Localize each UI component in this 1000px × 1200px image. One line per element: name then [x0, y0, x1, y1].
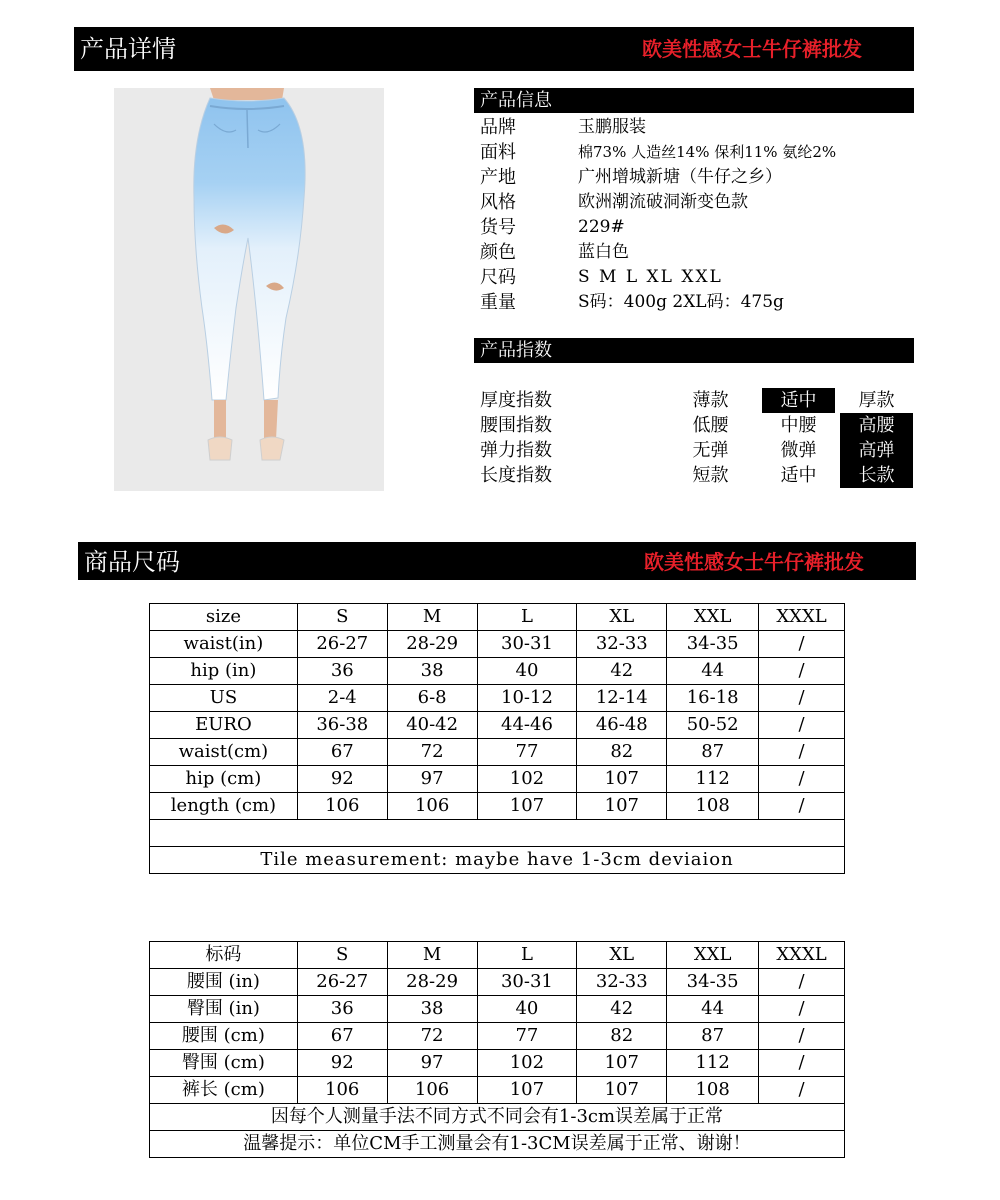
table-cell: 46-48	[577, 712, 667, 739]
table-row	[150, 739, 845, 766]
table-blank-row	[150, 820, 845, 847]
table-cell: M	[387, 942, 477, 969]
table-cell: XL	[577, 942, 667, 969]
table-cell: 28-29	[387, 969, 477, 996]
table-cell: 108	[667, 793, 759, 820]
table-cell: 腰围 (cm)	[150, 1023, 298, 1050]
section-header-product-details	[74, 27, 914, 71]
table-cell: 97	[387, 1050, 477, 1077]
info-row-weight	[480, 290, 836, 315]
table-header-row	[150, 604, 845, 631]
table-row	[150, 631, 845, 658]
index-option: 适中	[762, 388, 835, 413]
info-value: 蓝白色	[578, 242, 629, 262]
info-row-fabric	[480, 140, 836, 165]
table-cell: 77	[477, 739, 577, 766]
table-cell: 34-35	[667, 631, 759, 658]
size-table-cn	[149, 941, 845, 1158]
table-cell: 107	[577, 1050, 667, 1077]
table-cell: 40	[477, 658, 577, 685]
table-footer-row	[150, 1131, 845, 1158]
info-row-color	[480, 240, 836, 265]
table-cell: /	[759, 1077, 845, 1104]
table-cell: 42	[577, 658, 667, 685]
info-row-brand	[480, 115, 836, 140]
section-slogan: 欧美性感女士牛仔裤批发	[644, 550, 864, 574]
table-cell: 112	[667, 1050, 759, 1077]
table-row	[150, 1077, 845, 1104]
table-cell: /	[759, 996, 845, 1023]
table-row	[150, 996, 845, 1023]
index-option: 适中	[780, 465, 817, 486]
table-cell	[150, 820, 845, 847]
table-cell: /	[759, 793, 845, 820]
section-title: 商品尺码	[84, 548, 180, 576]
product-index-header: 产品指数	[474, 338, 914, 363]
table-footnote: Tile measurement: maybe have 1-3cm deviaion	[150, 847, 845, 874]
table-cell: XXXL	[759, 942, 845, 969]
table-cell: 106	[387, 1077, 477, 1104]
table-cell: 106	[297, 1077, 387, 1104]
table-cell: 107	[477, 793, 577, 820]
table-cell: 40	[477, 996, 577, 1023]
table-cell: 26-27	[297, 631, 387, 658]
table-cell: waist(cm)	[150, 739, 298, 766]
table-cell: 34-35	[667, 969, 759, 996]
table-cell: 107	[477, 1077, 577, 1104]
table-cell: 30-31	[477, 969, 577, 996]
table-cell: 72	[387, 739, 477, 766]
table-cell: 6-8	[387, 685, 477, 712]
table-row	[150, 658, 845, 685]
table-cell: size	[150, 604, 298, 631]
section-title: 产品详情	[80, 35, 176, 63]
table-cell: S	[297, 942, 387, 969]
index-option: 高腰	[840, 413, 913, 438]
table-cell: L	[477, 942, 577, 969]
table-cell: 82	[577, 739, 667, 766]
table-cell: 臀围 (in)	[150, 996, 298, 1023]
index-label: 腰围指数	[480, 415, 552, 436]
table-footer-row	[150, 847, 845, 874]
table-row	[150, 1023, 845, 1050]
info-key: 产地	[480, 167, 516, 188]
table-cell: /	[759, 739, 845, 766]
table-cell: /	[759, 685, 845, 712]
table-row	[150, 712, 845, 739]
table-cell: 36-38	[297, 712, 387, 739]
table-cell: /	[759, 766, 845, 793]
table-cell: 腰围 (in)	[150, 969, 298, 996]
info-key: 重量	[480, 292, 516, 313]
info-key: 尺码	[480, 267, 516, 288]
table-cell: 92	[297, 1050, 387, 1077]
table-cell: 裤长 (cm)	[150, 1077, 298, 1104]
table-cell: /	[759, 712, 845, 739]
info-value: S码：400g 2XL码：475g	[578, 292, 784, 312]
info-key: 货号	[480, 217, 516, 238]
table-row	[150, 1050, 845, 1077]
info-value: 棉73% 人造丝14% 保利11% 氨纶2%	[578, 143, 837, 161]
table-cell: /	[759, 631, 845, 658]
table-cell: 2-4	[297, 685, 387, 712]
table-cell: 32-33	[577, 969, 667, 996]
info-row-sku	[480, 215, 836, 240]
index-option: 薄款	[692, 390, 729, 411]
size-table-en	[149, 603, 845, 874]
table-cell: /	[759, 1050, 845, 1077]
table-cell: length (cm)	[150, 793, 298, 820]
table-row	[150, 793, 845, 820]
table-cell: 97	[387, 766, 477, 793]
table-cell: 12-14	[577, 685, 667, 712]
table-cell: 87	[667, 1023, 759, 1050]
table-cell: 106	[387, 793, 477, 820]
info-row-sizes	[480, 265, 836, 290]
table-cell: XXL	[667, 942, 759, 969]
table-cell: 44	[667, 658, 759, 685]
info-key: 风格	[480, 192, 516, 213]
table-footnote: 温馨提示：单位CM手工测量会有1-3CM误差属于正常、谢谢！	[150, 1131, 845, 1158]
table-cell: /	[759, 1023, 845, 1050]
table-footer-row	[150, 1104, 845, 1131]
index-option: 长款	[840, 463, 913, 488]
table-row	[150, 685, 845, 712]
product-photo	[114, 88, 384, 491]
index-option: 微弹	[780, 440, 817, 461]
product-index-grid	[480, 388, 920, 488]
table-cell: 106	[297, 793, 387, 820]
table-cell: 107	[577, 1077, 667, 1104]
table-cell: 28-29	[387, 631, 477, 658]
index-row	[480, 438, 920, 463]
table-cell: 32-33	[577, 631, 667, 658]
info-key: 颜色	[480, 242, 516, 263]
table-cell: 16-18	[667, 685, 759, 712]
table-cell: 44-46	[477, 712, 577, 739]
index-label: 厚度指数	[480, 390, 552, 411]
table-cell: S	[297, 604, 387, 631]
index-option: 高弹	[840, 438, 913, 463]
index-option: 无弹	[692, 440, 729, 461]
info-row-style	[480, 190, 836, 215]
table-cell: L	[477, 604, 577, 631]
info-row-origin	[480, 165, 836, 190]
table-cell: 112	[667, 766, 759, 793]
table-cell: waist(in)	[150, 631, 298, 658]
table-cell: 26-27	[297, 969, 387, 996]
product-info-list	[480, 115, 836, 315]
info-key: 面料	[480, 142, 516, 163]
index-option: 短款	[692, 465, 729, 486]
table-cell: US	[150, 685, 298, 712]
index-option: 中腰	[780, 415, 817, 436]
table-row	[150, 969, 845, 996]
table-cell: 107	[577, 766, 667, 793]
table-cell: XXXL	[759, 604, 845, 631]
section-header-size-chart	[78, 542, 916, 580]
table-row	[150, 766, 845, 793]
table-cell: 10-12	[477, 685, 577, 712]
table-cell: 92	[297, 766, 387, 793]
table-cell: 36	[297, 996, 387, 1023]
table-cell: XL	[577, 604, 667, 631]
index-label: 弹力指数	[480, 440, 552, 461]
table-cell: 40-42	[387, 712, 477, 739]
index-label: 长度指数	[480, 465, 552, 486]
table-cell: /	[759, 969, 845, 996]
table-footnote: 因每个人测量手法不同方式不同会有1-3cm误差属于正常	[150, 1104, 845, 1131]
table-cell: hip (in)	[150, 658, 298, 685]
index-row	[480, 388, 920, 413]
table-cell: 107	[577, 793, 667, 820]
table-cell: hip (cm)	[150, 766, 298, 793]
info-value: 欧洲潮流破洞渐变色款	[578, 192, 748, 212]
table-cell: 77	[477, 1023, 577, 1050]
info-key: 品牌	[480, 117, 516, 138]
table-cell: 82	[577, 1023, 667, 1050]
index-option: 低腰	[692, 415, 729, 436]
table-cell: 108	[667, 1077, 759, 1104]
info-value: 229#	[578, 217, 625, 237]
index-row	[480, 463, 920, 488]
table-cell: 72	[387, 1023, 477, 1050]
info-value: 广州增城新塘（牛仔之乡）	[578, 167, 782, 187]
table-cell: 30-31	[477, 631, 577, 658]
table-cell: 36	[297, 658, 387, 685]
table-cell: 44	[667, 996, 759, 1023]
table-cell: EURO	[150, 712, 298, 739]
table-cell: 67	[297, 1023, 387, 1050]
table-cell: M	[387, 604, 477, 631]
product-info-header: 产品信息	[474, 88, 914, 113]
table-cell: 标码	[150, 942, 298, 969]
index-row	[480, 413, 920, 438]
table-cell: 67	[297, 739, 387, 766]
table-cell: 42	[577, 996, 667, 1023]
table-cell: 38	[387, 996, 477, 1023]
section-slogan: 欧美性感女士牛仔裤批发	[642, 37, 862, 61]
table-cell: 102	[477, 766, 577, 793]
table-cell: XXL	[667, 604, 759, 631]
table-header-row	[150, 942, 845, 969]
table-cell: /	[759, 658, 845, 685]
info-value: 玉鹏服装	[578, 117, 646, 137]
table-cell: 87	[667, 739, 759, 766]
table-cell: 50-52	[667, 712, 759, 739]
table-cell: 38	[387, 658, 477, 685]
index-option: 厚款	[858, 390, 895, 411]
table-cell: 102	[477, 1050, 577, 1077]
table-cell: 臀围 (cm)	[150, 1050, 298, 1077]
info-value: S M L XL XXL	[578, 267, 723, 287]
